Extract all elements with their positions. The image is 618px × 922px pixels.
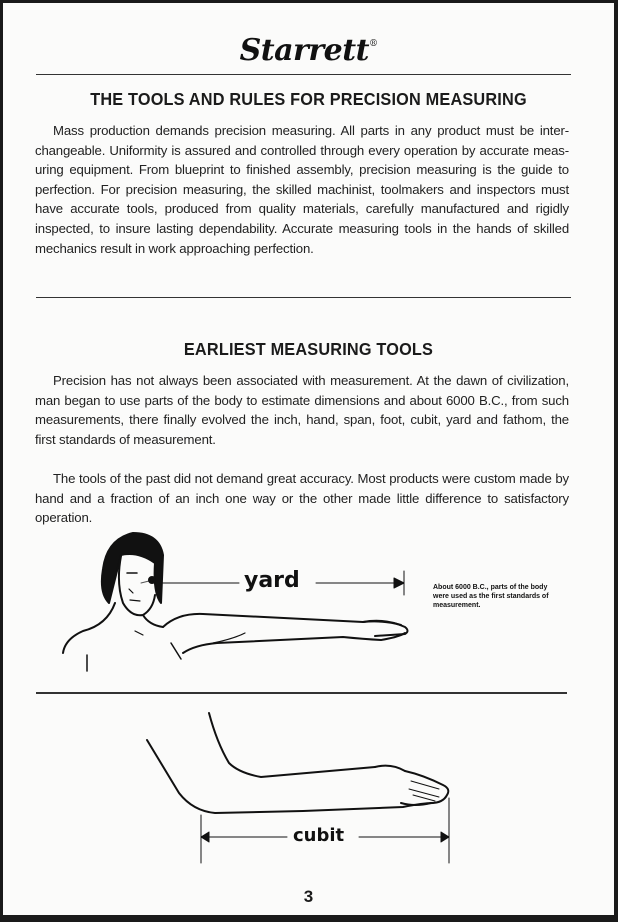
- section-paragraph-precision-measuring: Mass production demands precision measuring. All parts in any product must be inter-changeable. Uniformity is assured and controlled through every operation by accurate meas-uring equipment. From blueprint to finished assembly, precision measuring is the guide to perfection. For precision measuring, the skilled machinist, toolmakers and inspectors must have accurate tools, produced from quality materials, carefully manufactured and rigidly inspected, to insure lasting dependability. Accurate measuring tools in the hands of skilled mechanics result in work approaching perfection.: [35, 123, 569, 256]
- yard-label: yard: [244, 568, 300, 593]
- page-number: 3: [303, 887, 314, 906]
- page: [3, 3, 614, 915]
- section-title-precision-measuring: THE TOOLS AND RULES FOR PRECISION MEASURING: [90, 89, 527, 109]
- brand-name: Starrett: [239, 33, 369, 68]
- section-paragraph-earliest-tools-2: The tools of the past did not demand great accuracy. Most products were custom made by hand and a fraction of an inch one way or the other made little difference to satisfactory operation.: [35, 471, 569, 526]
- section-paragraph-earliest-tools-1: Precision has not always been associated with measurement. At the dawn of civilization, man began to use parts of the body to estimate dimensions and about 6000 B.C., from such measurements, there finally evolved the inch, hand, span, foot, cubit, yard and fathom, the first standards of measurement.: [35, 373, 569, 447]
- section-title-earliest-tools: EARLIEST MEASURING TOOLS: [183, 339, 434, 359]
- cubit-label: cubit: [293, 825, 345, 846]
- cubit-illustration: [3, 3, 614, 915]
- figure-caption: About 6000 B.C., parts of the body were used as the first standards of measurement.: [433, 584, 549, 609]
- registered-mark: ®: [368, 39, 378, 49]
